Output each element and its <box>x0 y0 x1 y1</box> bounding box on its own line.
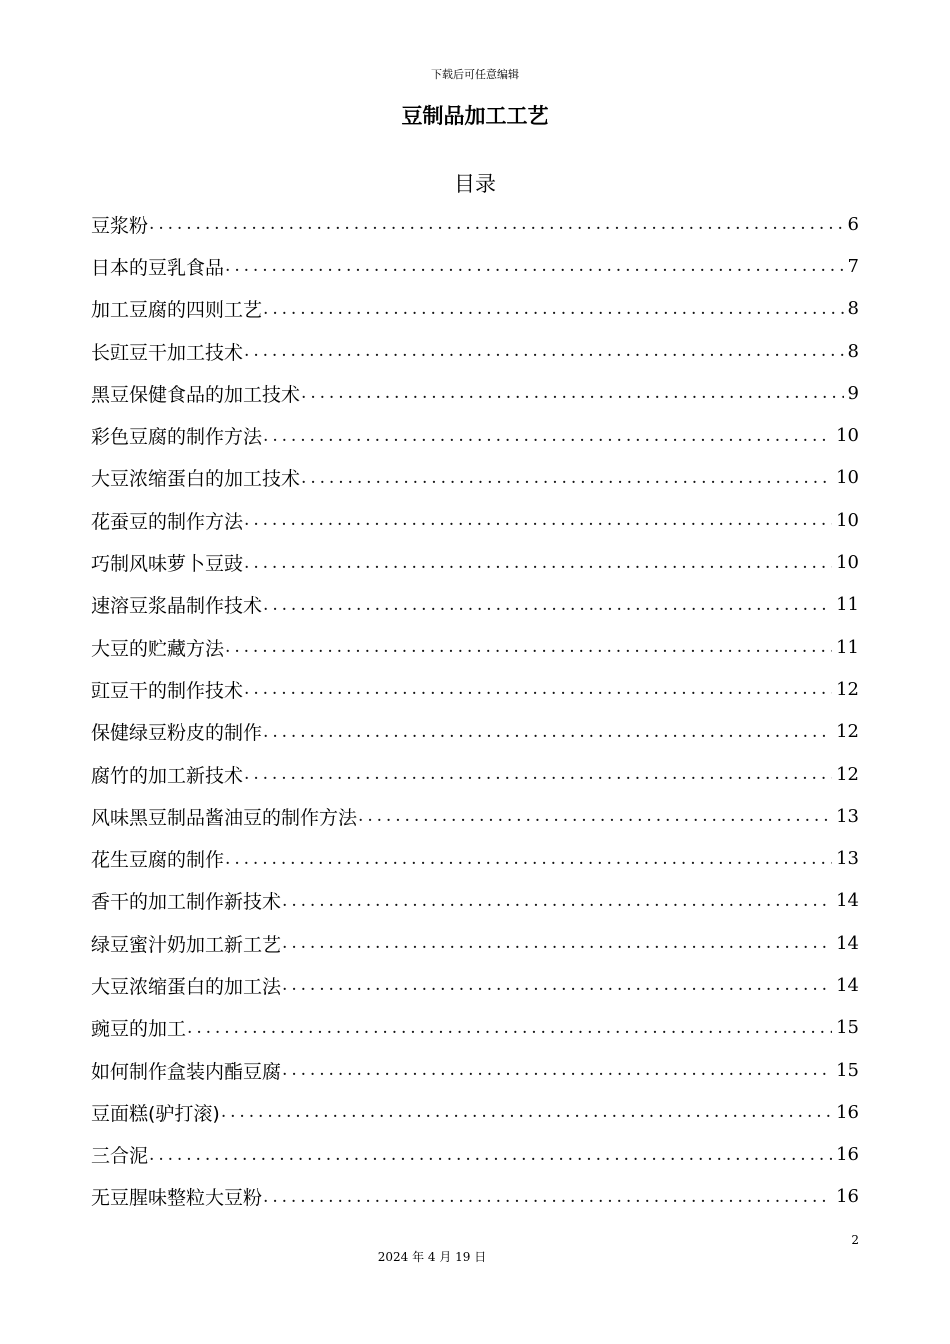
toc-dot-leader <box>149 214 844 234</box>
toc-entry-page: 9 <box>847 382 859 404</box>
toc-entry[interactable] <box>91 1007 859 1049</box>
toc-dot-leader <box>282 891 832 911</box>
toc-entry-title: 日本的豆乳食品 <box>91 256 225 279</box>
header-note: 下载后可任意编辑 <box>431 68 519 81</box>
toc-dot-leader <box>244 553 832 573</box>
toc-dot-leader <box>221 1102 832 1122</box>
toc-entry-page: 10 <box>836 425 859 447</box>
toc-entry-page: 11 <box>836 594 859 616</box>
toc-entry[interactable] <box>91 1049 859 1091</box>
toc-entry-title: 加工豆腐的四则工艺 <box>91 299 263 322</box>
toc-dot-leader <box>244 341 844 361</box>
toc-dot-leader <box>225 849 832 869</box>
toc-entry-page: 13 <box>836 848 859 870</box>
footer-date: 2024 年 4 月 19 日 <box>377 1250 487 1264</box>
toc-entry-page: 10 <box>836 552 859 574</box>
toc-entry-title: 香干的加工制作新技术 <box>91 891 282 914</box>
toc-entry-title: 长豇豆干加工技术 <box>91 341 244 364</box>
toc-entry-page: 10 <box>836 509 859 531</box>
toc-dot-leader <box>263 1187 832 1207</box>
toc-entry-title: 保健绿豆粉皮的制作 <box>91 722 263 745</box>
toc-entry[interactable] <box>91 1091 859 1133</box>
toc-entry[interactable] <box>91 499 859 541</box>
toc-entry[interactable] <box>91 541 859 583</box>
toc-entry-title: 彩色豆腐的制作方法 <box>91 426 263 449</box>
toc-entry-title: 绿豆蜜汁奶加工新工艺 <box>91 933 282 956</box>
toc-entry-title: 速溶豆浆晶制作技术 <box>91 595 263 618</box>
toc-entry-page: 16 <box>836 1101 859 1123</box>
toc-entry-title: 花蚕豆的制作方法 <box>91 510 244 533</box>
toc-entry-page: 12 <box>836 721 859 743</box>
toc-entry[interactable] <box>91 964 859 1006</box>
toc-entry[interactable] <box>91 330 859 372</box>
toc-entry[interactable] <box>91 1134 859 1176</box>
toc-entry-title: 无豆腥味整粒大豆粉 <box>91 1187 263 1210</box>
toc-entry-title: 如何制作盒装内酯豆腐 <box>91 1060 282 1083</box>
toc-entry-title: 大豆浓缩蛋白的加工法 <box>91 975 282 998</box>
toc-dot-leader <box>263 299 844 319</box>
toc-dot-leader <box>244 510 832 530</box>
toc-entry-page: 13 <box>836 805 859 827</box>
toc-entry-page: 11 <box>836 636 859 658</box>
toc-entry-page: 8 <box>847 298 859 320</box>
toc-entry[interactable] <box>91 1176 859 1218</box>
toc-entry-page: 12 <box>836 678 859 700</box>
toc-entry[interactable] <box>91 288 859 330</box>
toc-dot-leader <box>263 595 832 615</box>
toc-entry[interactable] <box>91 457 859 499</box>
toc-dot-leader <box>244 764 832 784</box>
toc-entry[interactable] <box>91 414 859 456</box>
table-of-contents <box>91 203 859 1218</box>
toc-entry-page: 8 <box>847 340 859 362</box>
toc-dot-leader <box>225 637 832 657</box>
toc-entry-title: 三合泥 <box>91 1145 149 1168</box>
toc-dot-leader <box>263 426 832 446</box>
toc-heading: 目录 <box>454 172 496 196</box>
toc-entry-page: 14 <box>836 932 859 954</box>
toc-dot-leader <box>358 806 832 826</box>
toc-entry[interactable] <box>91 837 859 879</box>
toc-dot-leader <box>282 1060 832 1080</box>
toc-entry-page: 14 <box>836 974 859 996</box>
toc-dot-leader <box>225 256 844 276</box>
toc-entry[interactable] <box>91 711 859 753</box>
toc-entry-page: 6 <box>847 213 859 235</box>
toc-entry[interactable] <box>91 626 859 668</box>
toc-entry-page: 10 <box>836 467 859 489</box>
toc-entry-page: 14 <box>836 890 859 912</box>
toc-dot-leader <box>187 1018 832 1038</box>
toc-dot-leader <box>282 975 832 995</box>
toc-dot-leader <box>282 933 832 953</box>
toc-entry-title: 花生豆腐的制作 <box>91 849 225 872</box>
toc-entry-title: 豆面糕(驴打滚) <box>91 1102 220 1125</box>
toc-entry-title: 豆浆粉 <box>91 214 149 237</box>
toc-entry-title: 大豆浓缩蛋白的加工技术 <box>91 468 301 491</box>
toc-entry-title: 大豆的贮藏方法 <box>91 637 225 660</box>
toc-entry[interactable] <box>91 753 859 795</box>
toc-dot-leader <box>263 722 832 742</box>
toc-entry-title: 黑豆保健食品的加工技术 <box>91 383 301 406</box>
toc-entry[interactable] <box>91 203 859 245</box>
toc-entry-page: 16 <box>836 1144 859 1166</box>
toc-entry[interactable] <box>91 795 859 837</box>
toc-entry-page: 12 <box>836 763 859 785</box>
toc-entry[interactable] <box>91 584 859 626</box>
document-title: 豆制品加工工艺 <box>401 104 549 128</box>
toc-entry-page: 7 <box>847 255 859 277</box>
toc-dot-leader <box>301 468 832 488</box>
toc-entry-title: 风味黑豆制品酱油豆的制作方法 <box>91 806 358 829</box>
toc-entry[interactable] <box>91 880 859 922</box>
toc-entry-page: 15 <box>836 1059 859 1081</box>
toc-dot-leader <box>149 1145 832 1165</box>
toc-dot-leader <box>301 383 844 403</box>
toc-entry-title: 腐竹的加工新技术 <box>91 764 244 787</box>
toc-entry-title: 豇豆干的制作技术 <box>91 679 244 702</box>
toc-entry-page: 15 <box>836 1017 859 1039</box>
toc-entry[interactable] <box>91 668 859 710</box>
toc-entry[interactable] <box>91 372 859 414</box>
toc-entry[interactable] <box>91 245 859 287</box>
toc-entry-page: 16 <box>836 1186 859 1208</box>
toc-dot-leader <box>244 679 832 699</box>
toc-entry-title: 巧制风味萝卜豆豉 <box>91 553 244 576</box>
toc-entry[interactable] <box>91 922 859 964</box>
page-number: 2 <box>851 1233 859 1247</box>
toc-entry-title: 豌豆的加工 <box>91 1018 187 1041</box>
